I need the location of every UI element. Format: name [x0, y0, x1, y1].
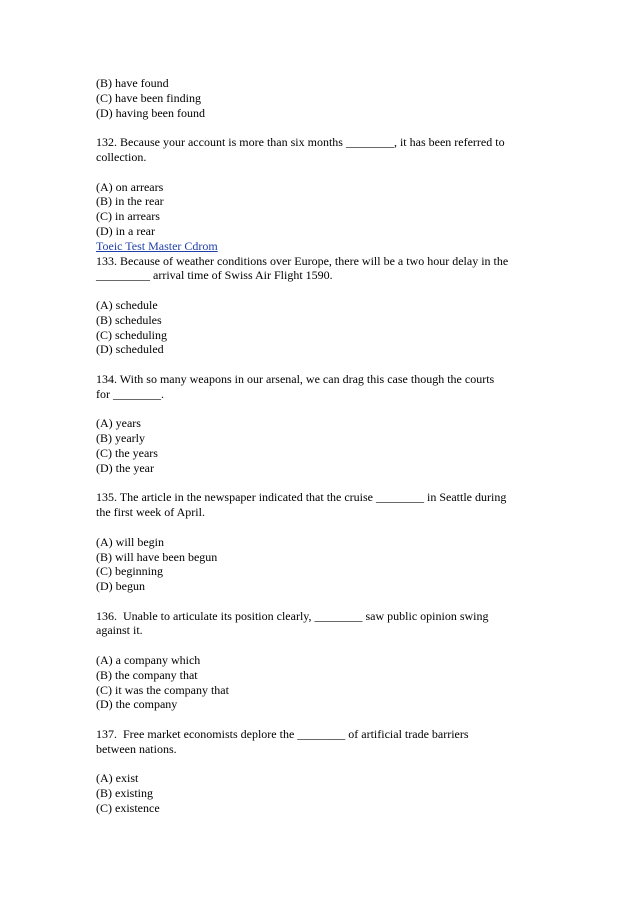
- option: (B) existing: [96, 786, 153, 801]
- question-text: between nations.: [96, 741, 177, 756]
- question-134-options: [96, 416, 556, 475]
- question-132: [96, 135, 556, 165]
- option: (B) yearly: [96, 431, 145, 446]
- option: (D) the company: [96, 697, 178, 712]
- option: (A) on arrears: [96, 179, 164, 194]
- option: (B) in the rear: [96, 194, 164, 209]
- question-136-options: [96, 653, 556, 712]
- option: (B) have found: [96, 76, 169, 90]
- option: (D) in a rear: [96, 223, 155, 238]
- question-text: against it.: [96, 623, 143, 638]
- question-text: the first week of April.: [96, 505, 205, 520]
- option: (A) will begin: [96, 534, 164, 549]
- question-text: 132. Because your account is more than six months ________, it has been referred to: [96, 135, 505, 150]
- question-text: 137. Free market economists deplore the ________ of artificial trade barriers: [96, 727, 469, 742]
- question-text: 134. With so many weapons in our arsenal, we can drag this case though the courts: [96, 371, 495, 386]
- option: (A) years: [96, 416, 141, 431]
- question-137: [96, 727, 556, 757]
- prev-question-options: [96, 76, 556, 120]
- question-133: [96, 254, 556, 284]
- question-136: [96, 609, 556, 639]
- document-page: [96, 76, 556, 816]
- option: (C) beginning: [96, 564, 163, 579]
- question-text: for ________.: [96, 386, 164, 401]
- option: (A) schedule: [96, 297, 158, 312]
- option: (C) existence: [96, 801, 160, 816]
- question-134: [96, 372, 556, 402]
- question-text: collection.: [96, 149, 147, 164]
- question-133-options: [96, 298, 556, 357]
- option: (C) in arrears: [96, 209, 160, 224]
- option: (D) having been found: [96, 105, 205, 120]
- question-text: 133. Because of weather conditions over Europe, there will be a two hour delay in the: [96, 253, 509, 268]
- question-text: _________ arrival time of Swiss Air Flight 1590.: [96, 268, 333, 283]
- option: (D) begun: [96, 579, 145, 594]
- question-text: 136. Unable to articulate its position clearly, ________ saw public opinion swing: [96, 608, 489, 623]
- question-135: [96, 490, 556, 520]
- option: (D) the year: [96, 460, 154, 475]
- question-137-options: [96, 771, 556, 815]
- question-132-options: [96, 180, 556, 239]
- toeic-test-master-link[interactable]: Toeic Test Master Cdrom: [96, 238, 218, 253]
- option: (B) will have been begun: [96, 549, 218, 564]
- option: (A) a company which: [96, 653, 201, 668]
- option: (C) it was the company that: [96, 682, 229, 697]
- option: (C) the years: [96, 445, 158, 460]
- option: (D) scheduled: [96, 342, 164, 357]
- option: (B) schedules: [96, 312, 162, 327]
- option: (C) scheduling: [96, 327, 167, 342]
- option: (A) exist: [96, 771, 139, 786]
- option: (B) the company that: [96, 667, 198, 682]
- question-135-options: [96, 535, 556, 594]
- question-text: 135. The article in the newspaper indicated that the cruise ________ in Seattle during: [96, 490, 507, 505]
- option: (C) have been finding: [96, 90, 201, 105]
